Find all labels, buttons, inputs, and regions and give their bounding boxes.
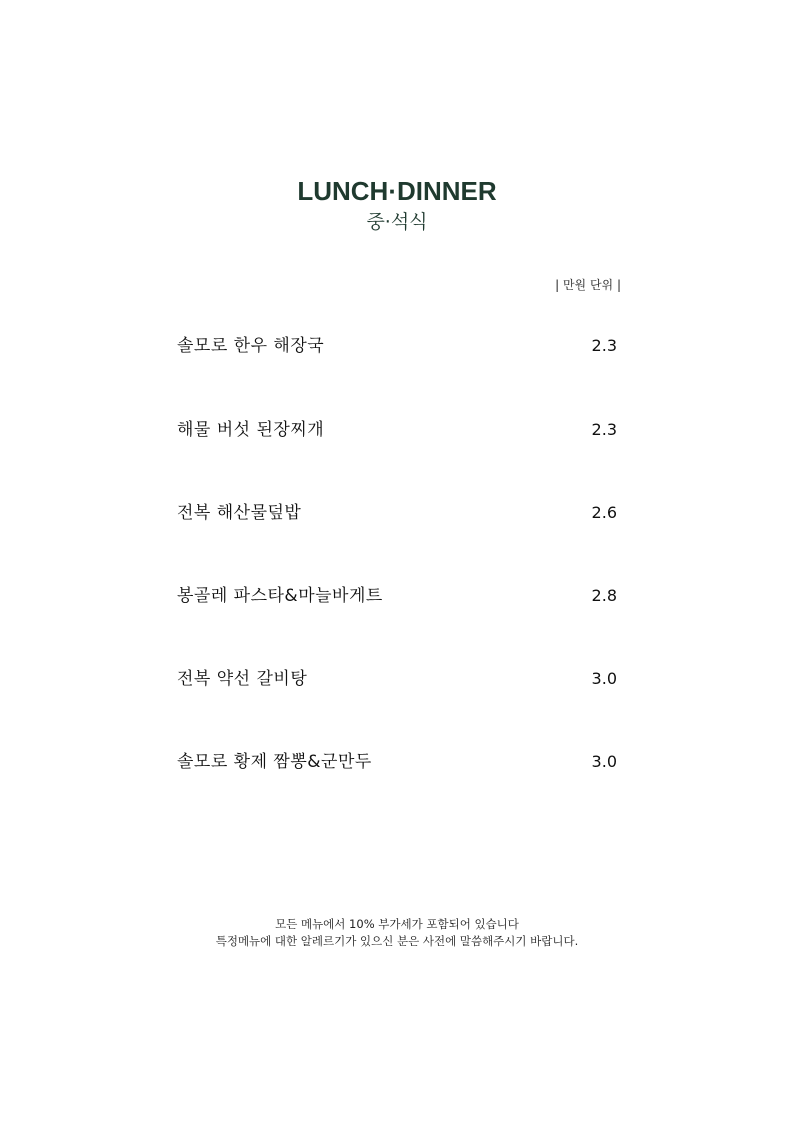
menu-item-name: 봉골레 파스타&마늘바게트 — [177, 586, 383, 606]
menu-item — [177, 750, 617, 774]
price-unit-label: | 만원 단위 | — [555, 278, 621, 292]
menu-item — [177, 418, 617, 442]
menu-subtitle: 중·석식 — [366, 211, 428, 233]
allergy-notice: 특정메뉴에 대한 알레르기가 있으신 분은 사전에 말씀해주시기 바랍니다. — [215, 934, 579, 948]
menu-item — [177, 501, 617, 525]
vat-notice: 모든 메뉴에서 10% 부가세가 포함되어 있습니다 — [275, 917, 519, 931]
menu-item-price: 3.0 — [591, 669, 617, 688]
menu-item-price: 2.3 — [591, 336, 617, 355]
menu-item-price: 2.6 — [591, 503, 617, 522]
menu-item-name: 솔모로 한우 해장국 — [177, 336, 325, 356]
menu-item-name: 해물 버섯 된장찌개 — [177, 420, 325, 440]
menu-item-name: 전복 약선 갈비탕 — [177, 669, 308, 689]
menu-item-name: 전복 해산물덮밥 — [177, 503, 302, 523]
menu-item-price: 2.3 — [591, 420, 617, 439]
menu-item-price: 2.8 — [591, 586, 617, 605]
menu-title: LUNCH·DINNER — [297, 176, 497, 206]
menu-item — [177, 667, 617, 691]
menu-item-name: 솔모로 황제 짬뽕&군만두 — [177, 752, 372, 772]
menu-item-price: 3.0 — [591, 752, 617, 771]
menu-item — [177, 584, 617, 608]
menu-item — [177, 334, 617, 358]
